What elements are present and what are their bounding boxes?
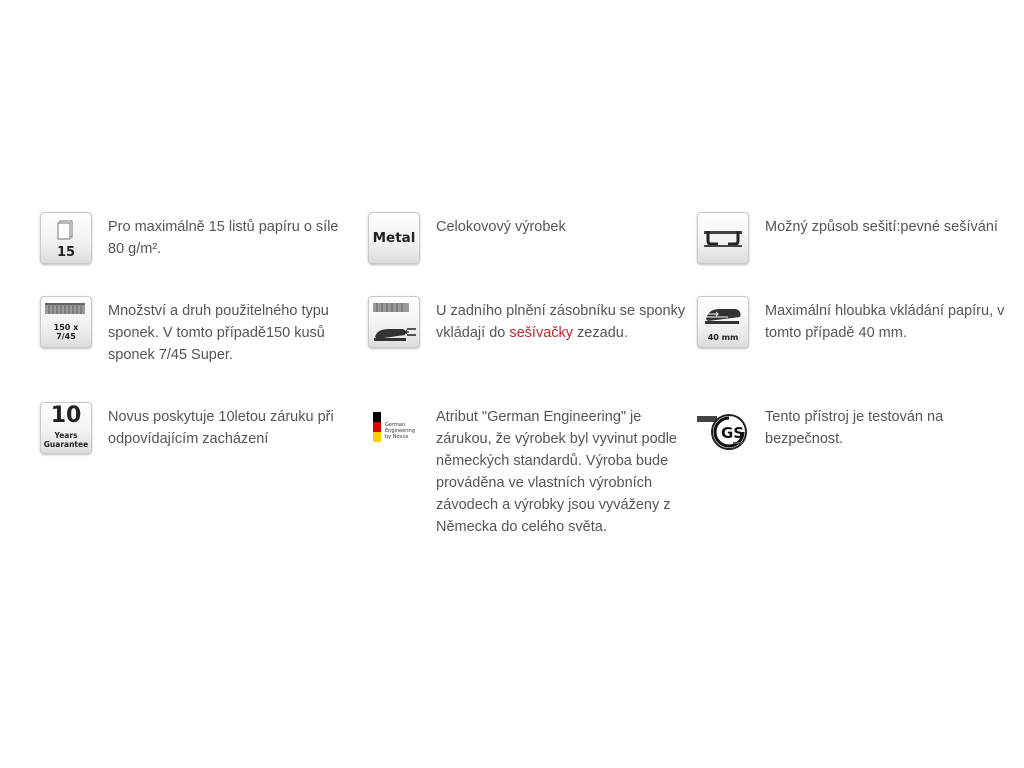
feature-guarantee: [40, 402, 358, 454]
icon-label: [41, 323, 91, 341]
icon-label-line: 150 x: [53, 323, 79, 332]
feature-rear-loading: [368, 296, 686, 348]
feature-text-part: zezadu.: [573, 325, 628, 341]
staple-strip-icon: [40, 296, 92, 348]
rear-loading-icon: [368, 296, 420, 348]
feature-text: Maximální hloubka vkládání papíru, v tomto případě 40 mm.: [765, 303, 1005, 341]
icon-label: [41, 431, 91, 449]
feature-text: Novus poskytuje 10letou záruku při odpovídajícím zacházení: [108, 409, 334, 447]
stapler-link[interactable]: sešívačky: [509, 325, 574, 341]
icon-label-line: Engineering: [385, 428, 415, 434]
feature-german-engineering: [368, 402, 686, 538]
feature-sheets: [40, 212, 358, 264]
svg-text:GS: GS: [721, 424, 745, 442]
feature-text: Atribut "German Engineering" je zárukou, že výrobek byl vyvinut podle německých standardů. Výroba bude prováděna ve vlastních výrobních závodech a výrobky jsou vyváženy z Německa do celého světa.: [436, 409, 677, 535]
paper-sheets-icon: [40, 212, 92, 264]
icon-label: 40 mm: [707, 333, 739, 342]
feature-text: Možný způsob sešití:pevné sešívání: [765, 219, 998, 235]
icon-label: 10: [50, 403, 82, 428]
german-flag-icon: [368, 402, 420, 454]
feature-text: Pro maximálně 15 listů papíru o síle 80 g/m².: [108, 219, 339, 257]
icon-label-line: German: [385, 422, 406, 428]
feature-stapling: [697, 212, 1015, 264]
feature-text-part: U zadního plnění zásobníku se sponky vkládají do: [436, 303, 686, 341]
closed-staple-icon: [697, 212, 749, 264]
feature-safety: [697, 402, 1015, 454]
insertion-depth-icon: [697, 296, 749, 348]
feature-text: Množství a druh použitelného typu sponek. V tomto případě150 kusů sponek 7/45 Super.: [108, 303, 329, 363]
icon-label: Metal: [372, 230, 416, 246]
feature-text: Tento přístroj je testován na bezpečnost.: [765, 409, 944, 447]
icon-label-line: Years: [54, 431, 78, 440]
feature-text: Celokovový výrobek: [436, 219, 566, 235]
metal-icon: [368, 212, 420, 264]
icon-label-line: 7/45: [56, 332, 76, 341]
guarantee-icon: [40, 402, 92, 454]
icon-label: 15: [56, 245, 76, 260]
icon-label-line: by Novus: [385, 434, 409, 440]
feature-text: [436, 300, 686, 344]
gs-seal-icon: [697, 402, 749, 454]
feature-depth: [697, 296, 1015, 348]
icon-label: [385, 422, 415, 440]
icon-label-line: Guarantee: [43, 440, 89, 449]
feature-metal: [368, 212, 686, 264]
feature-staples: [40, 296, 358, 366]
